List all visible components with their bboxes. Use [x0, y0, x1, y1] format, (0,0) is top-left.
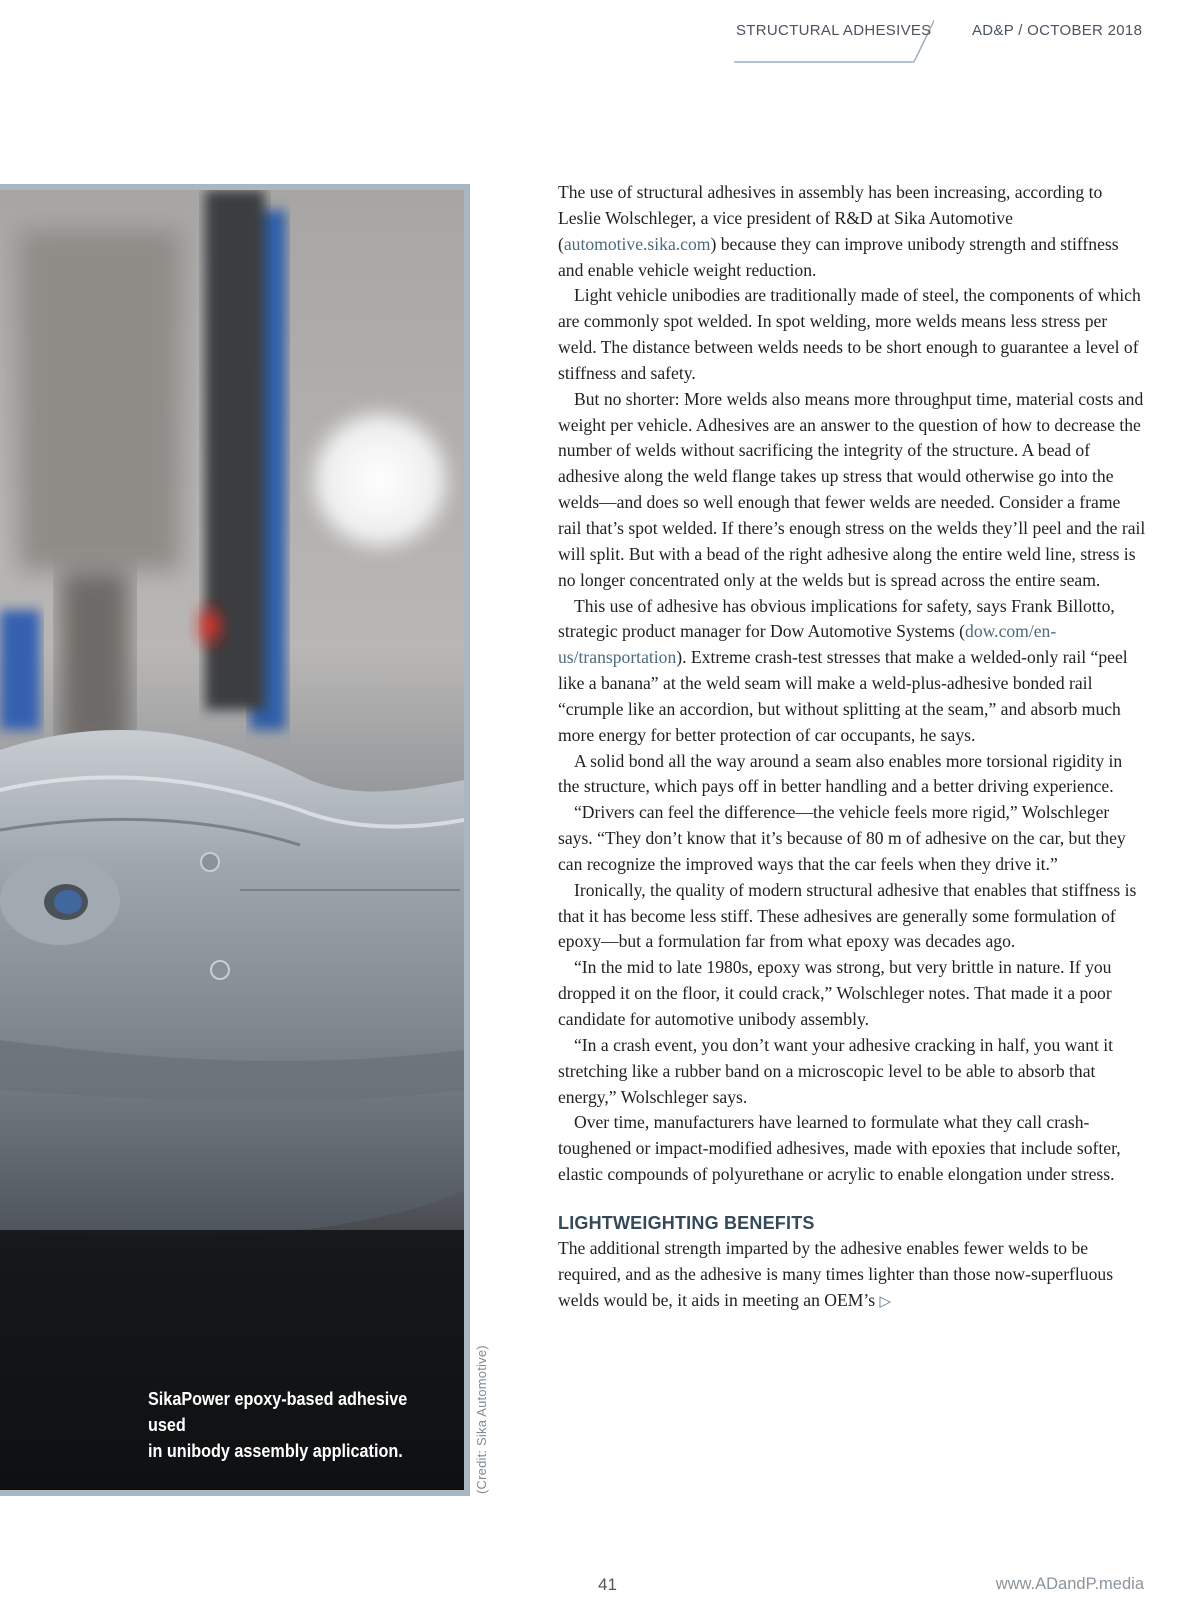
paragraph: The use of structural adhesives in assembly has been increasing, according to Leslie Wolschleger, a vice president of R&D at Sika Automotive (automotive.sika.com) because they can improve unibody strength and stiffness and enable vehicle weight reduction. — [558, 182, 1119, 280]
paragraph: This use of adhesive has obvious implications for safety, says Frank Billotto, strategic product manager for Dow Automotive Systems (dow.com/en-us/transportation). Extreme crash-test stresses that make a welded-only rail “peel like a banana” at the weld seam will make a weld-plus-adhesive bonded rail “crumple like an accordion, but without splitting at the seam,” and absorb much more energy for better protection of car occupants, he says. — [558, 595, 1128, 745]
site-url[interactable]: www.ADandP.media — [995, 1575, 1144, 1593]
paragraph: Over time, manufacturers have learned to formulate what they call crash-toughened or impact-modified adhesives, made with epoxies that include softer, elastic compounds of polyurethane or acrylic to enable elongation under stress. — [558, 1112, 1121, 1185]
paragraph: Ironically, the quality of modern structural adhesive that enables that stiffness is that it has become less stiff. These adhesives are generally some formulation of epoxy—but a formulation far from what epoxy was decades ago. — [558, 879, 1137, 952]
paragraph: “Drivers can feel the difference—the vehicle feels more rigid,” Wolschleger says. “They don’t know that it’s because of 80 m of adhesive on the car, but they can recognize the improved ways that the car feels when they drive it.” — [558, 802, 1126, 874]
paragraph: Light vehicle unibodies are traditionally made of steel, the components of which are commonly spot welded. In spot welding, more welds means less stress per weld. The distance between welds needs to be short enough to guarantee a level of stiffness and safety. — [558, 285, 1141, 383]
section-heading: LIGHTWEIGHTING BENEFITS — [558, 1212, 815, 1233]
article-photo — [0, 184, 470, 1496]
sika-link[interactable]: automotive.sika.com — [563, 233, 711, 254]
article-body — [558, 180, 1148, 1315]
paragraph: But no shorter: More welds also means more throughput time, material costs and weight per vehicle. Adhesives are an answer to the question of how to decrease the number of welds without sacrificing the integrity of the structure. A bead of adhesive along the weld flange takes up stress that would otherwise go into the welds—and does so well enough that fewer welds are needed. Consider a frame rail that’s spot welded. If there’s enough stress on the welds they’ll peel and the rail will split. But with a bead of the right adhesive along the entire weld line, stress is no longer concentrated only at the welds but is spread across the entire seam. — [558, 388, 1146, 590]
paragraph: A solid bond all the way around a seam also enables more torsional rigidity in the structure, which pays off in better handling and a better driving experience. — [558, 750, 1123, 797]
page-number: 41 — [598, 1575, 617, 1594]
paragraph: The additional strength imparted by the adhesive enables fewer welds to be required, and as the adhesive is many times lighter than those now-superfluous welds would be, it aids in meeting an OEM’s ▷ — [558, 1237, 1114, 1310]
paragraph: “In the mid to late 1980s, epoxy was strong, but very brittle in nature. If you dropped it on the floor, it could crack,” Wolschleger notes. That made it a poor candidate for automotive unibody assembly. — [558, 957, 1112, 1029]
caption-line-1: SikaPower epoxy-based adhesive used — [148, 1389, 408, 1435]
caption-line-2: in unibody assembly application. — [148, 1441, 403, 1461]
section-label: STRUCTURAL ADHESIVES — [736, 22, 932, 39]
issue-label: AD&P / OCTOBER 2018 — [972, 22, 1143, 39]
paragraph: “In a crash event, you don’t want your adhesive cracking in half, you want it stretching like a rubber band on a microscopic level to be able to absorb that energy,” Wolschleger says. — [558, 1034, 1114, 1107]
photo-caption — [148, 1386, 418, 1464]
continue-arrow-icon: ▷ — [879, 1293, 892, 1310]
dow-link[interactable]: dow.com/en-us/transportation — [558, 621, 1057, 668]
photo-credit: (Credit: Sika Automotive) — [474, 1345, 489, 1494]
